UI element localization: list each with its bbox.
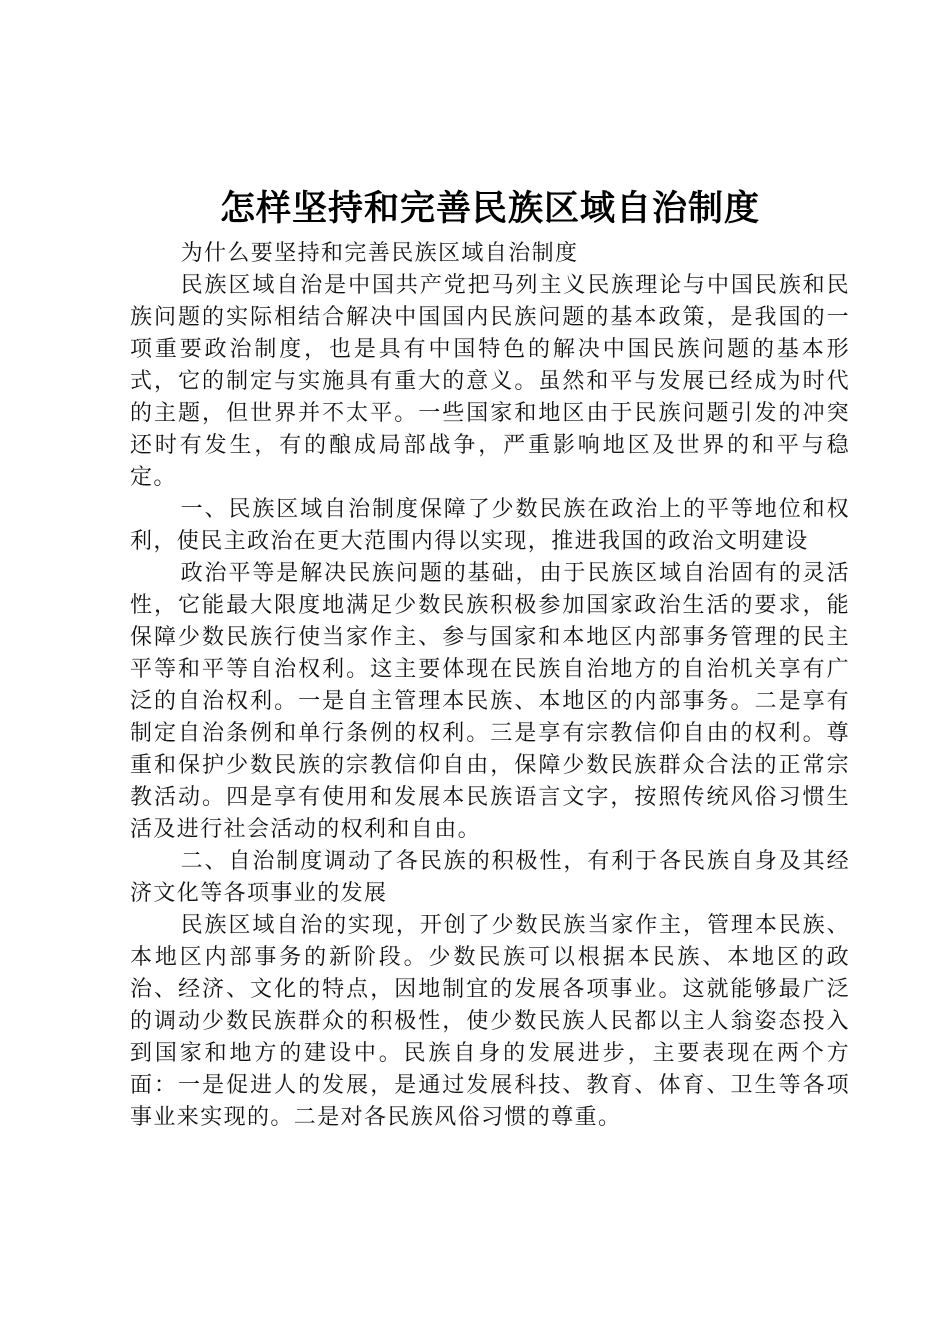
document-body	[130, 186, 850, 1134]
section-one-heading: 一、民族区域自治制度保障了少数民族在政治上的平等地位和权利，使民主政治在更大范围内得以实现，推进我国的政治文明建设	[130, 497, 850, 554]
subtitle-paragraph: 为什么要坚持和完善民族区域自治制度	[180, 241, 579, 266]
section-two-body: 民族区域自治的实现，开创了少数民族当家作主，管理本民族、本地区内部事务的新阶段。少数民族可以根据本民族、本地区的政治、经济、文化的特点，因地制宜的发展各项事业。这就能够最广泛的调动少数民族群众的积极性，使少数民族人民都以主人翁姿态投入到国家和地方的建设中。民族自身的发展进步，主要表现在两个方面：一是促进人的发展，是通过发展科技、教育、体育、卫生等各项事业来实现的。二是对各民族风俗习惯的尊重。	[130, 913, 850, 1130]
intro-paragraph: 民族区域自治是中国共产党把马列主义民族理论与中国民族和民族问题的实际相结合解决中国国内民族问题的基本政策，是我国的一项重要政治制度，也是具有中国特色的解决中国民族问题的基本形式，它的制定与实施具有重大的意义。虽然和平与发展已经成为时代的主题，但世界并不太平。一些国家和地区由于民族问题引发的冲突还时有发生，有的酿成局部战争，严重影响地区及世界的和平与稳定。	[130, 273, 850, 490]
section-one-body: 政治平等是解决民族问题的基础，由于民族区域自治固有的灵活性，它能最大限度地满足少数民族积极参加国家政治生活的要求，能保障少数民族行使当家作主、参与国家和本地区内部事务管理的民主平等和平等自治权利。这主要体现在民族自治地方的自治机关享有广泛的自治权利。一是自主管理本民族、本地区的内部事务。二是享有制定自治条例和单行条例的权利。三是享有宗教信仰自由的权利。尊重和保护少数民族的宗教信仰自由，保障少数民族群众合法的正常宗教活动。四是享有使用和发展本民族语言文字，按照传统风俗习惯生活及进行社会活动的权利和自由。	[130, 561, 850, 842]
document-title: 怎样坚持和完善民族区域自治制度	[219, 188, 760, 229]
section-two-heading: 二、自治制度调动了各民族的积极性，有利于各民族自身及其经济文化等各项事业的发展	[130, 849, 850, 906]
